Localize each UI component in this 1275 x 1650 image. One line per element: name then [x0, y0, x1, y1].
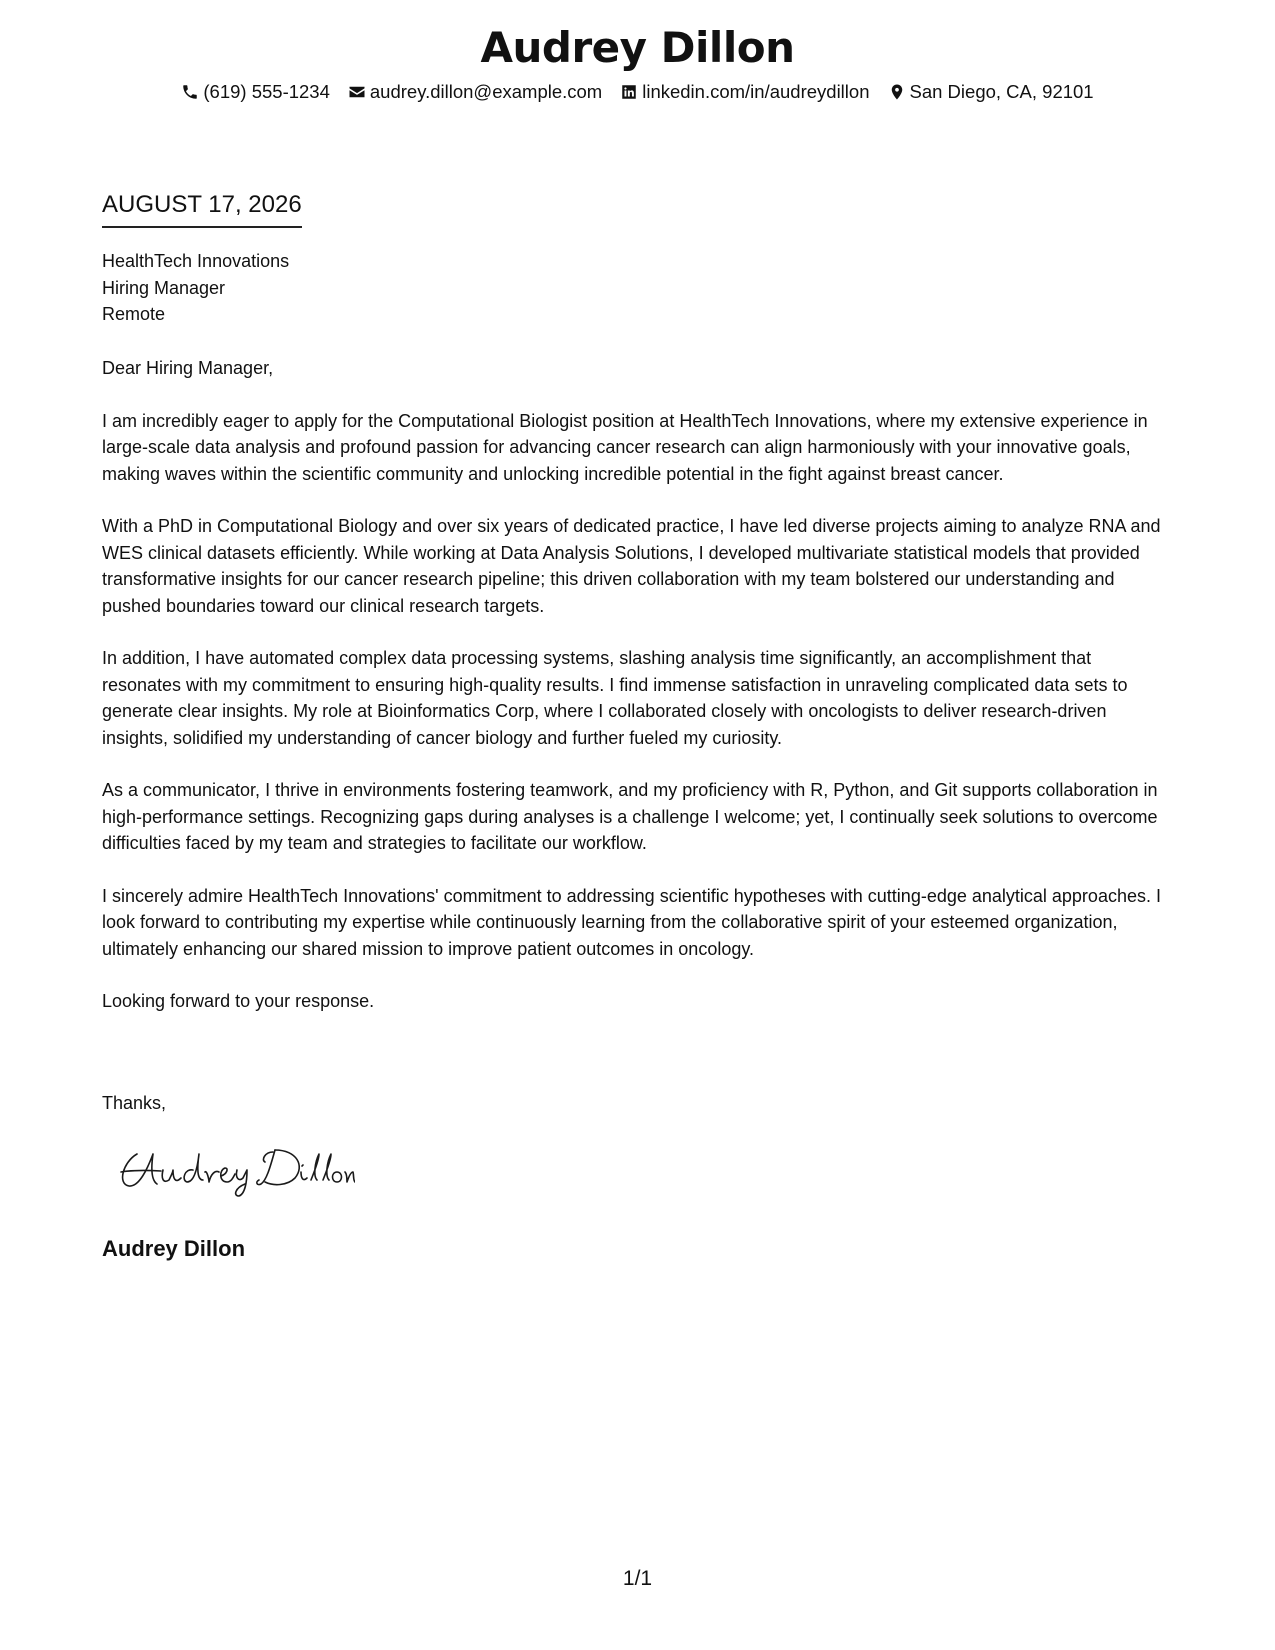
recipient-title: Hiring Manager	[102, 277, 226, 298]
map-pin-icon	[888, 83, 906, 101]
body-paragraph: In addition, I have automated complex data processing systems, slashing analysis time significantly, an accomplishment that resonates with my commitment to ensuring high-quality results. I find immense satisfaction in unraveling complicated data sets to generate clear insights. My role at Bioinformatics Corp, where I collaborated closely with oncologists to deliver research-driven insights, solidified my understanding of cancer biology and further fueled my curiosity.	[102, 648, 1128, 748]
page-number: 1/1	[622, 1567, 653, 1590]
body-paragraph-final: Looking forward to your response.	[102, 991, 375, 1011]
recipient-block	[102, 248, 289, 328]
body-paragraph: As a communicator, I thrive in environments fostering teamwork, and my proficiency with R, Python, and Git supports collaboration in high-performance settings. Recognizing gaps during analyses is a challenge I welcome; yet, I continually seek solutions to overcome difficulties faced by my team and strategies to facilitate our workflow.	[102, 780, 1158, 853]
signer-name: Audrey Dillon	[102, 1236, 246, 1261]
linkedin-text: linkedin.com/in/audreydillon	[642, 81, 870, 102]
recipient-location: Remote	[102, 304, 166, 324]
contact-info-row	[0, 80, 1275, 104]
letter-body	[102, 355, 1174, 1041]
applicant-name-heading: Audrey Dillon	[480, 23, 795, 72]
location-text: San Diego, CA, 92101	[909, 81, 1094, 102]
signature-drawing	[115, 1140, 355, 1200]
contact-phone[interactable]	[181, 80, 330, 104]
body-paragraph: I am incredibly eager to apply for the Computational Biologist position at HealthTech Innovations, where my extensive experience in large-scale data analysis and profound passion for advancing cancer research can align harmoniously with your innovative goals, making waves within the scientific community and unlocking incredible potential in the fight against breast cancer.	[102, 410, 1148, 484]
linkedin-icon	[620, 83, 638, 101]
letter-date: AUGUST 17, 2026	[102, 190, 302, 228]
salutation: Dear Hiring Manager,	[102, 358, 274, 378]
closing-line: Thanks,	[102, 1093, 167, 1113]
contact-linkedin[interactable]	[620, 80, 869, 104]
recipient-company: HealthTech Innovations	[102, 251, 290, 271]
body-paragraph: With a PhD in Computational Biology and over six years of dedicated practice, I have led diverse projects aiming to analyze RNA and WES clinical datasets efficiently. While working at Data Analysis Solutions, I developed multivariate statistical models that provided transformative insights for our cancer research pipeline; this driven collaboration with my team bolstered our understanding and pushed boundaries toward our clinical research targets.	[102, 516, 1161, 616]
phone-text: (619) 555-1234	[203, 81, 330, 102]
contact-location	[888, 80, 1094, 104]
envelope-icon	[348, 83, 366, 101]
phone-icon	[181, 83, 199, 101]
email-text: audrey.dillon@example.com	[369, 81, 603, 102]
body-paragraph: I sincerely admire HealthTech Innovations' commitment to addressing scientific hypotheses with cutting-edge analytical approaches. I look forward to contributing my expertise while continuously learning from the collaborative spirit of your esteemed organization, ultimately enhancing our shared mission to improve patient outcomes in oncology.	[102, 885, 1161, 959]
handwritten-signature	[115, 1140, 355, 1200]
contact-email[interactable]	[348, 80, 602, 104]
